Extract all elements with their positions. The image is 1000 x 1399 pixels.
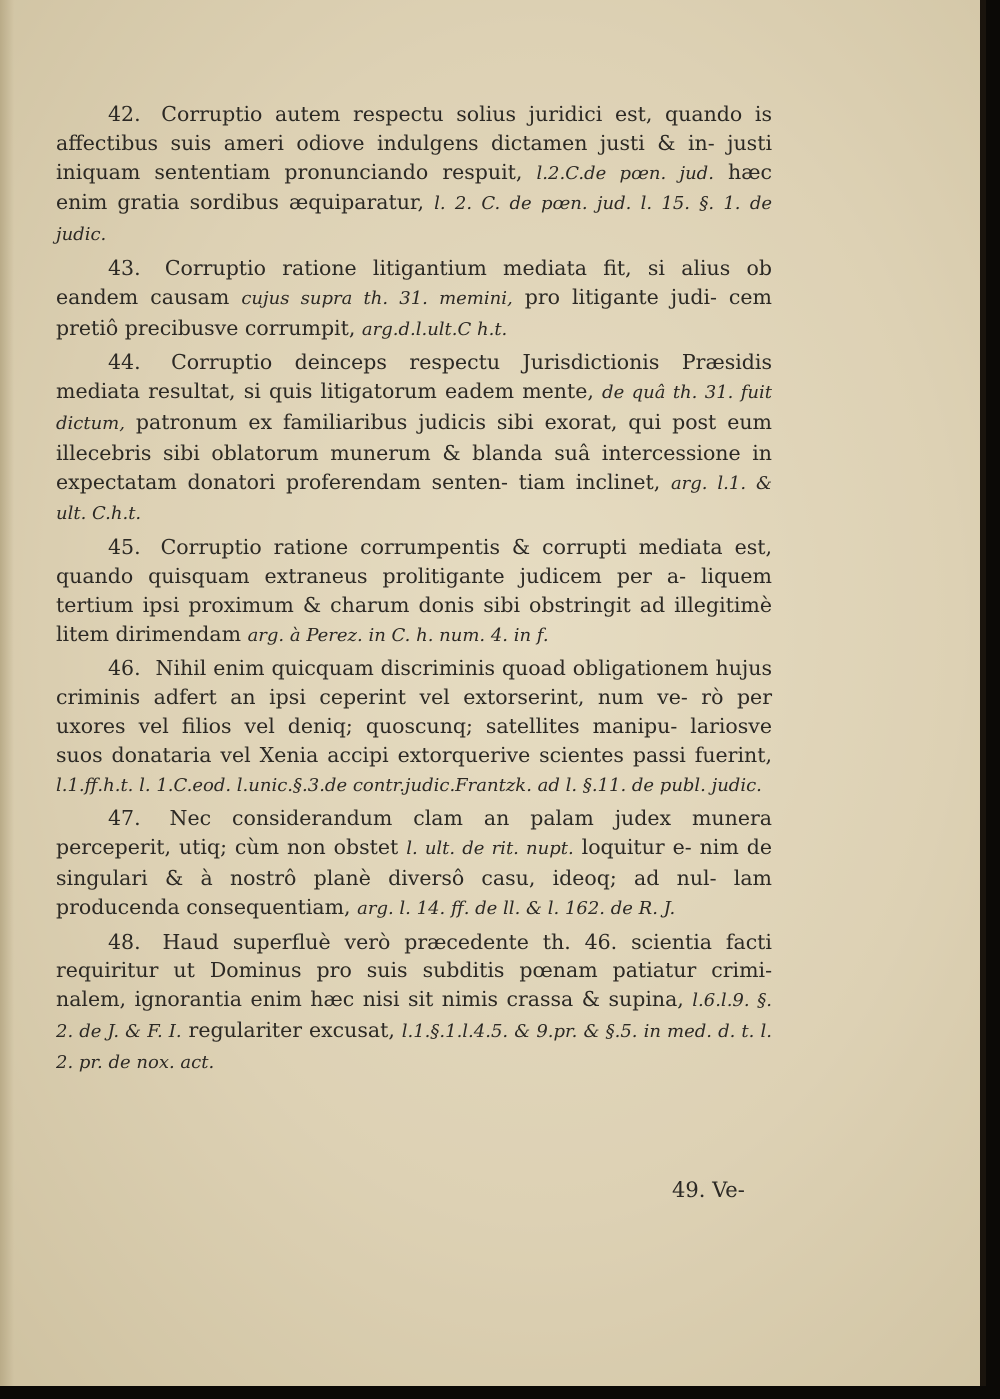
paragraph-text: Corruptio deinceps respectu Jurisdictionis Præsidis mediata resultat, si quis litigatorum eadem mente, — [56, 350, 772, 404]
paragraph-47 — [56, 804, 772, 923]
paragraph-44 — [56, 348, 772, 529]
body-text — [56, 100, 772, 1082]
paragraph-text-continued: loquitur e- nim de singulari & à nostrô planè diversô casu, ideoq; ad nul- lam producenda consequentiam, — [56, 835, 772, 919]
paragraph-number: 45. — [108, 535, 141, 560]
paragraph-text-continued: pro litigante judi- cem pretiô precibusve corrumpit, — [56, 284, 772, 340]
paragraph-number: 44. — [108, 350, 141, 375]
legal-citation-2: arg. l. 14. ff. de ll. & l. 162. de R. J. — [357, 897, 676, 919]
legal-citation: de quâ th. 31. fuit dictum, — [56, 382, 772, 434]
legal-citation-2: l.1.§.1.l.4.5. & 9.pr. & §.5. in med. d. t. l. 2. pr. de nox. act. — [56, 1020, 772, 1073]
paragraph-number: 43. — [108, 255, 141, 280]
paragraph-text-continued: hæc enim gratia sordibus æquiparatur, — [56, 159, 772, 215]
paragraph-46 — [56, 654, 772, 800]
paragraph-number: 47. — [108, 806, 141, 831]
legal-citation: cujus supra th. 31. memini, — [241, 287, 513, 309]
legal-citation: l. ult. de rit. nupt. — [406, 838, 574, 860]
paragraph-43 — [56, 254, 772, 344]
paragraph-45 — [56, 533, 772, 650]
paragraph-text: Haud superfluè verò præcedente th. 46. scientia facti requiritur ut Dominus pro suis subditis pœnam patiatur crimi- nalem, ignorantia enim hæc nisi sit nimis crassa & supina, — [56, 929, 772, 1012]
legal-citation-2: arg.d.l.ult.C h.t. — [361, 318, 508, 340]
legal-citation: l.6.l.9. §. 2. de J. & F. I. — [56, 990, 772, 1042]
paragraph-text: Nec considerandum clam an palam judex munera perceperit, utiq; cùm non obstet — [56, 806, 772, 860]
paragraph-number: 46. — [108, 656, 141, 681]
paragraph-number: 48. — [108, 929, 141, 954]
catchword: 49. Ve- — [672, 1178, 745, 1202]
paragraph-text: Nihil enim quicquam discriminis quoad obligationem hujus criminis adfert an ipsi ceperint vel extorserint, num ve- rò per uxores vel filios vel deniq; quoscunq; satellites manipu- lariosve suos donataria vel Xenia accipi extorquerive scientes passi fuerint, — [56, 656, 772, 767]
paragraph-text-continued: regulariter excusat, — [188, 1017, 395, 1042]
legal-citation-2: l. 2. C. de pœn. jud. l. 15. §. 1. de judic. — [56, 193, 772, 246]
paragraph-number: 42. — [108, 102, 141, 126]
legal-citation: l.1.ff.h.t. l. 1.C.eod. l.unic.§.3.de contr.judic.Frantzk. ad l. §.11. de publ. judic. — [56, 774, 762, 796]
paragraph-48 — [56, 928, 772, 1078]
paragraph-text: Corruptio ratione corrumpentis & corrupti mediata est, quando quisquam extraneus prolitigante judicem per a- liquem tertium ipsi proximum & charum donis sibi obstringit ad illegitimè litem dirimendam — [56, 535, 772, 646]
paragraph-text: Corruptio ratione litigantium mediata fit, si alius ob eandem causam — [56, 255, 772, 309]
legal-citation: arg. à Perez. in C. h. num. 4. in f. — [247, 624, 549, 646]
legal-citation-2: arg. l.1. & ult. C.h.t. — [56, 472, 772, 525]
paragraph-text-continued: patronum ex familiaribus judicis sibi exorat, qui post eum illecebris sibi oblatorum munerum & blanda suâ intercessione in expectatam donatori proferendam senten- tiam inclinet, — [56, 409, 772, 494]
paragraph-text: Corruptio autem respectu solius juridici est, quando is affectibus suis ameri odiove indulgens dictamen justi & in- justi iniquam sententiam pronunciando respuit, — [56, 102, 772, 184]
paragraph-42 — [56, 100, 772, 250]
legal-citation: l.2.C.de pœn. jud. — [536, 162, 714, 184]
